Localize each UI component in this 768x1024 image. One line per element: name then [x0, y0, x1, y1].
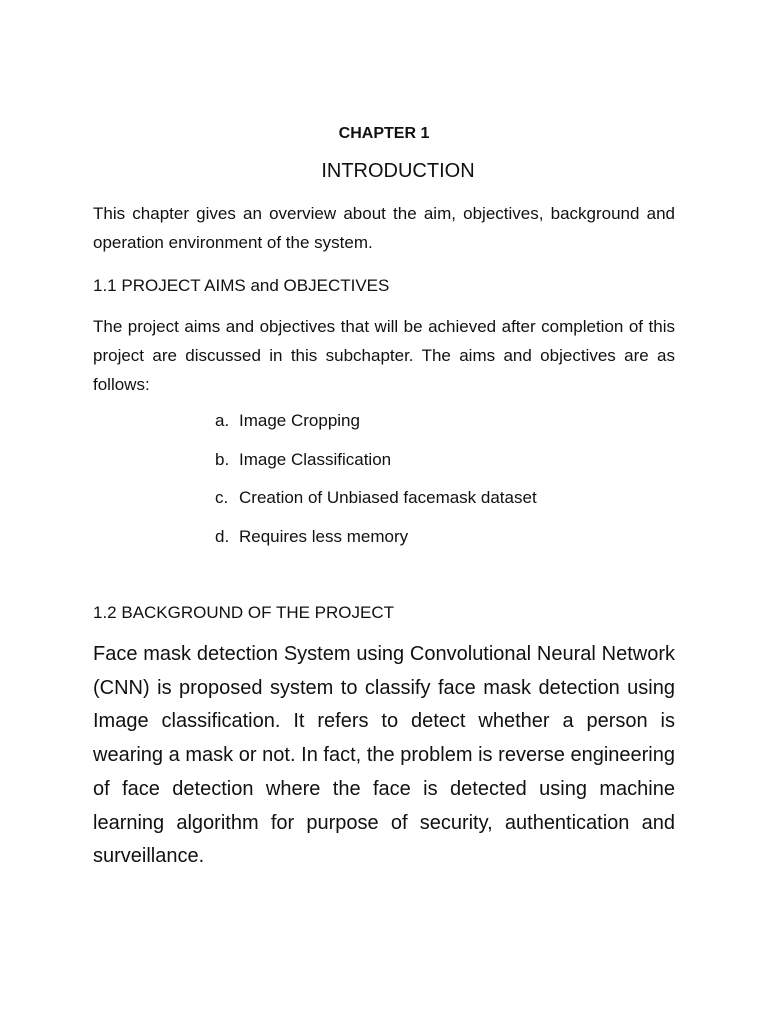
aims-paragraph: The project aims and objectives that will be achieved after completion of this project are discussed in this subchapter. The aims and objectives are as follows:	[93, 317, 675, 394]
section-heading-background: 1.2 BACKGROUND OF THE PROJECT	[93, 603, 395, 622]
section-heading-aims: 1.1 PROJECT AIMS and OBJECTIVES	[93, 276, 390, 295]
list-item-marker: d.	[215, 526, 230, 546]
list-item-text: Image Classification	[239, 449, 392, 469]
list-item-text: Requires less memory	[239, 526, 409, 546]
list-item	[215, 408, 537, 447]
list-item-text: Creation of Unbiased facemask dataset	[239, 488, 537, 507]
list-item-marker: a.	[215, 411, 230, 430]
list-item-marker: c.	[215, 488, 229, 507]
chapter-label: CHAPTER 1	[338, 125, 430, 142]
chapter-title: INTRODUCTION	[321, 160, 475, 182]
list-item	[215, 485, 537, 524]
list-item-text: Image Cropping	[239, 411, 360, 430]
list-item	[215, 524, 537, 563]
list-item-marker: b.	[215, 449, 230, 469]
aims-list	[215, 408, 537, 562]
list-item	[215, 447, 537, 486]
background-paragraph: Face mask detection System using Convolutional Neural Network (CNN) is proposed system to classify face mask detection using Image classification. It refers to detect whether a person is wearing a mask or not. In fact, the problem is reverse engineering of face detection where the face is detected using machine learning algorithm for purpose of security, authentication and surveillance.	[93, 643, 675, 868]
intro-paragraph: This chapter gives an overview about the aim, objectives, background and operation environment of the system.	[93, 204, 675, 252]
